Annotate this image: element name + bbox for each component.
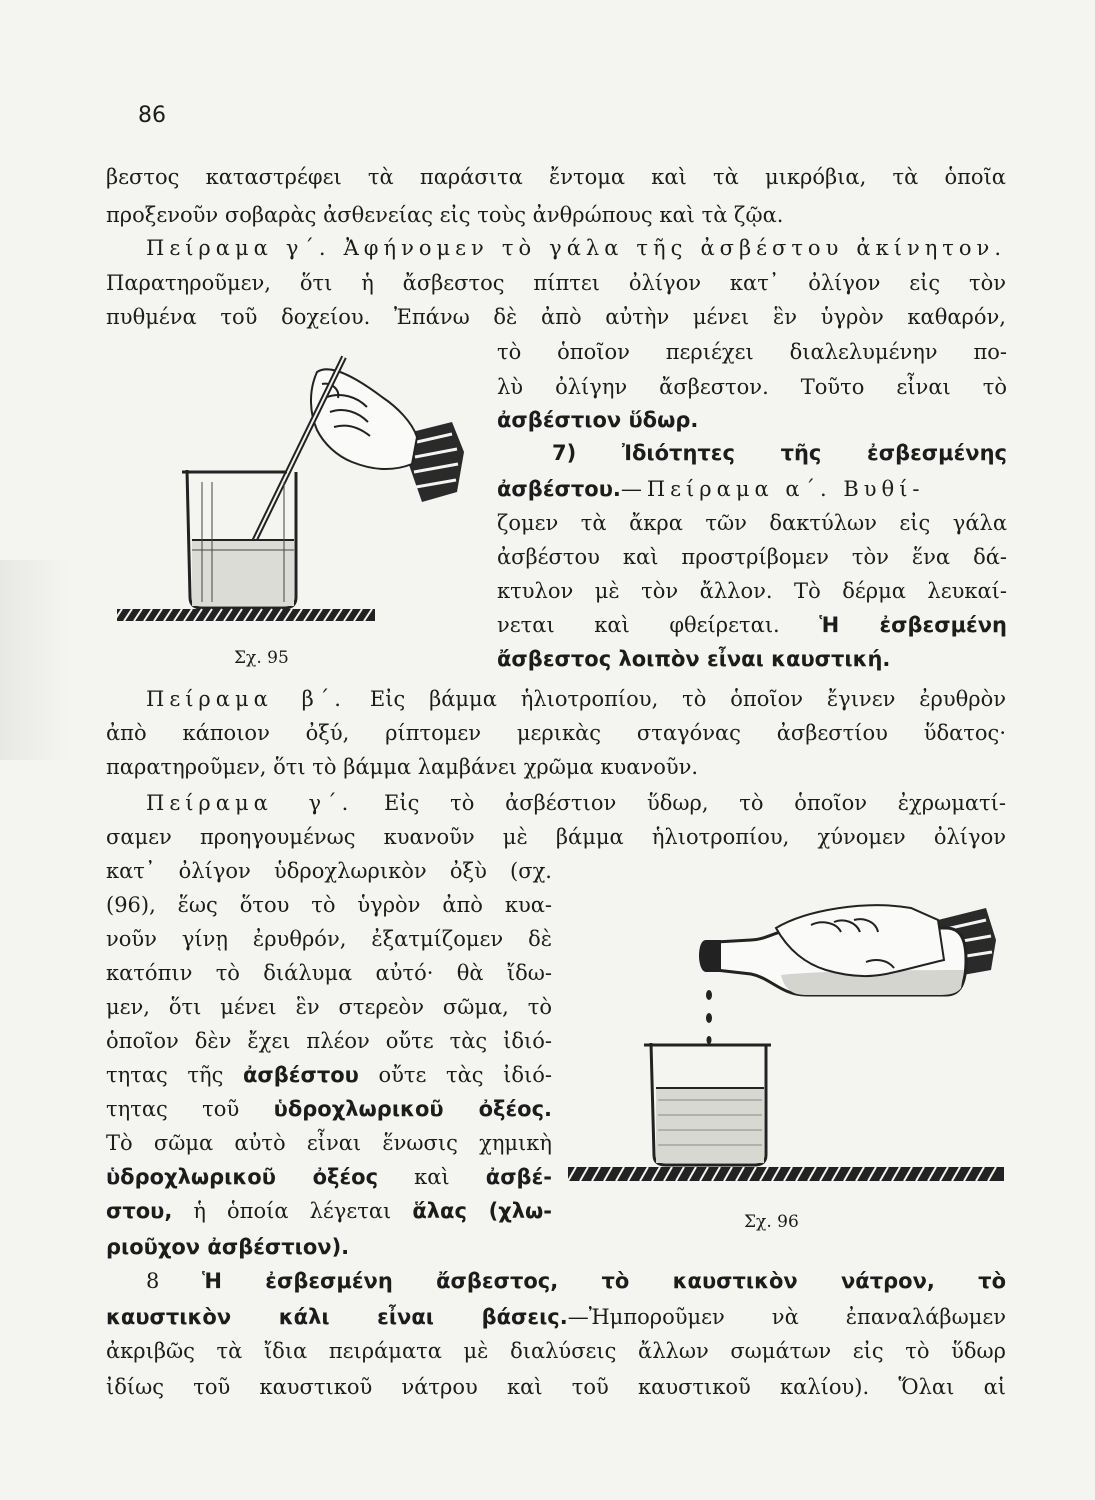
text-line: νοῦν γίνῃ ἐρυθρόν, ἐξατμίζομεν δὲ — [106, 927, 552, 951]
text-line: πυθμένα τοῦ δοχείου. Ἐπάνω δὲ ἀπὸ αὐτὴν μένει ἓν ὑγρὸν καθαρόν, — [106, 305, 1006, 329]
section-heading-8: 8 Ἡ ἐσβεσμένη ἄσβεστος, τὸ καυστικὸν νάτρον, τὸ — [146, 1269, 1006, 1293]
section-heading: 7) Ἰδιότητες τῆς ἐσβεσμένης — [552, 441, 1007, 465]
text-line: ὑδροχλωρικοῦ ὀξέος καὶ ἀσβέ- — [106, 1165, 552, 1189]
text-line: Πείραμα β΄. Εἰς βάμμα ἡλιοτροπίου, τὸ ὁποῖον ἔγινεν ἐρυθρὸν — [146, 687, 1006, 711]
text-line: βεστος καταστρέφει τὰ παράσιτα ἔντομα καὶ τὰ μικρόβια, τὰ ὁποῖα — [106, 165, 1006, 189]
text-line: τὸ ὁποῖον περιέχει διαλελυμένην πο- — [497, 340, 1007, 364]
text-line: ἀπὸ κάποιον ὀξύ, ρίπτομεν μερικὰς σταγόνας ἀσβεστίου ὕδατος· — [106, 721, 1006, 745]
text-line: στου, ἡ ὁποία λέγεται ἅλας (χλω- — [106, 1199, 552, 1223]
text-line: τητας τῆς ἀσβέστου οὔτε τὰς ἰδιό- — [106, 1063, 552, 1087]
bold-term: ριοῦχον ἀσβέστιον). — [106, 1235, 350, 1259]
text-line: ἀσβέστου καὶ προστρίβομεν τὸν ἕνα δά- — [497, 545, 1007, 569]
text-line: προξενοῦν σοβαρὰς ἀσθενείας εἰς τοὺς ἀνθρώπους καὶ τὰ ζῷα. — [106, 203, 784, 227]
text-line: Πείραμα γ΄. Εἰς τὸ ἀσβέστιον ὕδωρ, τὸ ὁποῖον ἐχρωματί- — [146, 791, 1006, 815]
text-line: καυστικὸν κάλι εἶναι βάσεις.—Ἠμποροῦμεν νὰ ἐπαναλάβωμεν — [106, 1305, 1006, 1329]
text-line: Πείραμα γ΄. Ἀφήνομεν τὸ γάλα τῆς ἀσβέστου ἀκίνητον. — [146, 236, 1006, 260]
text-line: παρατηροῦμεν, ὅτι τὸ βάμμα λαμβάνει χρῶμα κυανοῦν. — [106, 755, 699, 779]
bold-term: ἀσβέστιον ὕδωρ. — [497, 408, 699, 432]
text-line: ἀκριβῶς τὰ ἴδια πειράματα μὲ διαλύσεις ἄλλων σωμάτων εἰς τὸ ὕδωρ — [106, 1339, 1006, 1363]
text-line: ἀσβέστου.—Πείραμα α΄. Βυθί- — [497, 477, 925, 501]
text-line: Παρατηροῦμεν, ὅτι ἡ ἄσβεστος πίπτει ὀλίγον κατ᾽ ὀλίγον εἰς τὸν — [106, 271, 1006, 295]
figure-96-caption: Σχ. 96 — [744, 1212, 799, 1232]
text-line: (96), ἕως ὅτου τὸ ὑγρὸν ἀπὸ κυα- — [106, 893, 552, 917]
text-line: ζομεν τὰ ἄκρα τῶν δακτύλων εἰς γάλα — [497, 511, 1007, 535]
text-line: κατ᾽ ὀλίγον ὑδροχλωρικὸν ὀξὺ (σχ. — [106, 859, 552, 883]
scan-edge-shadow — [0, 560, 70, 760]
text-line: νεται καὶ φθείρεται. Ἡ ἐσβεσμένη — [497, 613, 1007, 637]
figure-95-caption: Σχ. 95 — [234, 648, 289, 668]
text-line: λὺ ὀλίγην ἄσβεστον. Τοῦτο εἶναι τὸ — [497, 375, 1007, 399]
page-number: 86 — [138, 103, 166, 128]
figure-96-pouring-acid-illustration — [566, 900, 1006, 1200]
text-line: σαμεν προηγουμένως κυανοῦν μὲ βάμμα ἡλιοτροπίου, χύνομεν ὀλίγον — [106, 825, 1006, 849]
text-line: κατόπιν τὸ διάλυμα αὐτό· θὰ ἴδω- — [106, 961, 552, 985]
text-line: κτυλον μὲ τὸν ἄλλον. Τὸ δέρμα λευκαί- — [497, 579, 1007, 603]
text-line: Τὸ σῶμα αὐτὸ εἶναι ἕνωσις χημικὴ — [106, 1131, 552, 1155]
text-line: τητας τοῦ ὑδροχλωρικοῦ ὀξέος. — [106, 1097, 552, 1121]
figure-95-beaker-stirring-illustration — [112, 352, 492, 642]
bold-conclusion: ἄσβεστος λοιπὸν εἶναι καυστική. — [497, 647, 891, 671]
text-line: ἰδίως τοῦ καυστικοῦ νάτρου καὶ τοῦ καυστικοῦ καλίου). Ὅλαι αἱ — [106, 1375, 1006, 1399]
text-line: μεν, ὅτι μένει ἓν στερεὸν σῶμα, τὸ — [106, 995, 552, 1019]
text-line: ὁποῖον δὲν ἔχει πλέον οὔτε τὰς ἰδιό- — [106, 1029, 552, 1053]
